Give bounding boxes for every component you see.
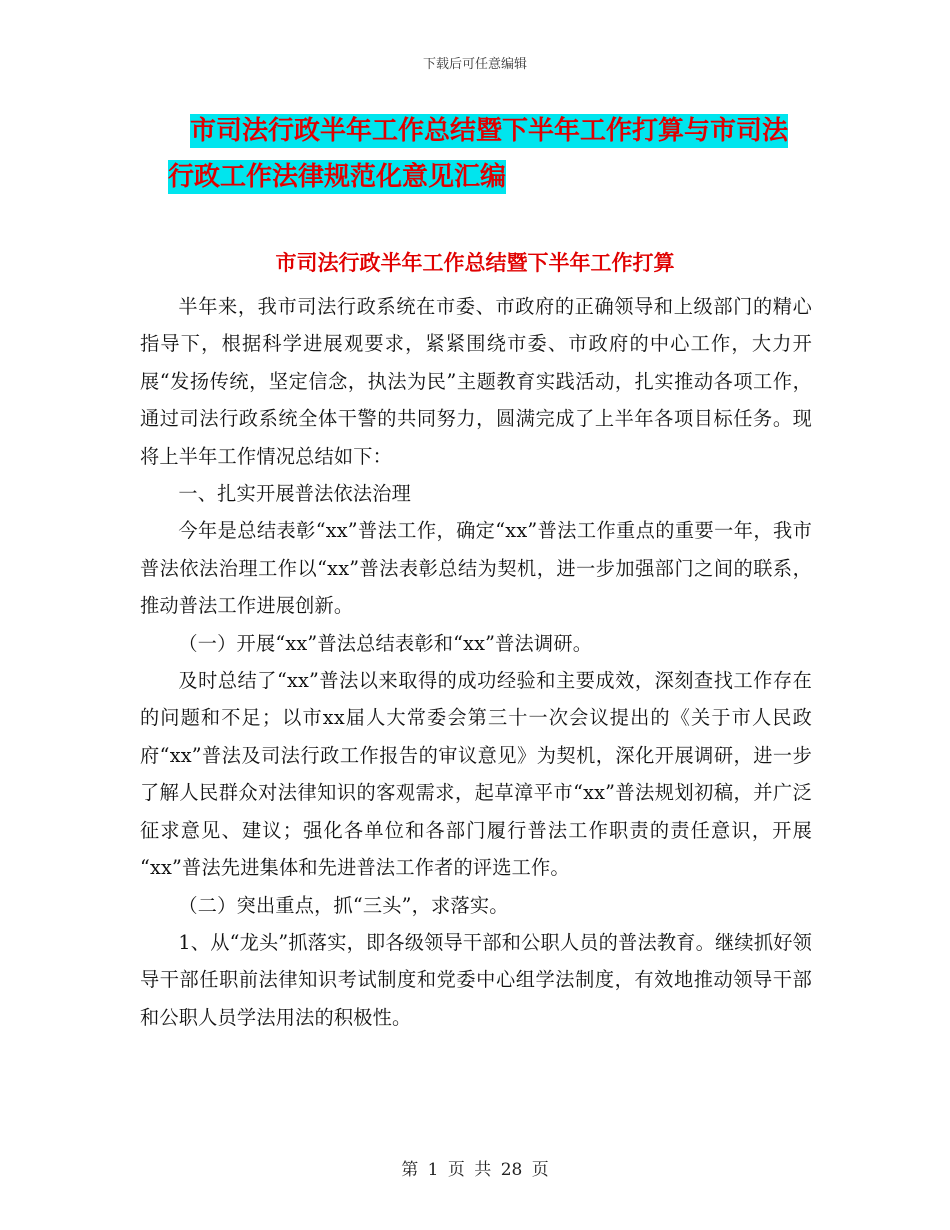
paragraph: 一、扎实开展普法依法治理 bbox=[178, 482, 412, 506]
title-highlight-1: 市司法行政半年工作总结暨下半年工作打算与市司法 bbox=[190, 116, 789, 146]
title-highlight-2: 行政工作法律规范化意见汇编 bbox=[168, 162, 507, 192]
document-title-line-1 bbox=[140, 108, 810, 154]
paragraph: 半年来，我市司法行政系统在市委、市政府的正确领导和上级部门的精心指导下，根据科学进展观要求，紧紧围绕市委、市政府的中心工作，大力开展“发扬传统，坚定信念，执法为民”主题教育实践活动，扎实推动各项工作，通过司法行政系统全体干警的共同努力，圆满完成了上半年各项目标任务。现将上半年工作情况总结如下： bbox=[140, 295, 812, 468]
page-number: 第 1 页 共 28 页 bbox=[401, 1160, 549, 1180]
page-header-note: 下载后可任意编辑 bbox=[422, 57, 527, 72]
paragraph: 及时总结了“xx”普法以来取得的成功经验和主要成效，深刻查找工作存在的问题和不足；以市xx届人大常委会第三十一次会议提出的《关于市人民政府“xx”普法及司法行政工作报告的审议意见》为契机，深化开展调研，进一步了解人民群众对法律知识的客观需求，起草漳平市“xx”普法规划初稿，并广泛征求意见、建议；强化各单位和各部门履行普法工作职责的责任意识，开展 “xx”普法先进集体和先进普法工作者的评选工作。 bbox=[140, 669, 812, 880]
paragraph: 1、从“龙头”抓落实，即各级领导干部和公职人员的普法教育。继续抓好领导干部任职前法律知识考试制度和党委中心组学法制度，有效地推动领导干部和公职人员学法用法的积极性。 bbox=[140, 930, 812, 1029]
document-title bbox=[140, 108, 810, 200]
paragraph: 今年是总结表彰“xx”普法工作，确定“xx”普法工作重点的重要一年，我市普法依法治理工作以“xx”普法表彰总结为契机，进一步加强部门之间的联系，推动普法工作进展创新。 bbox=[140, 519, 812, 618]
document-title-line-2 bbox=[140, 154, 810, 200]
section-title: 市司法行政半年工作总结暨下半年工作打算 bbox=[275, 251, 675, 275]
body-text bbox=[140, 288, 812, 1036]
paragraph: （二）突出重点，抓“三头”，求落实。 bbox=[178, 893, 509, 917]
paragraph: （一）开展“xx”普法总结表彰和“xx”普法调研。 bbox=[178, 631, 593, 655]
